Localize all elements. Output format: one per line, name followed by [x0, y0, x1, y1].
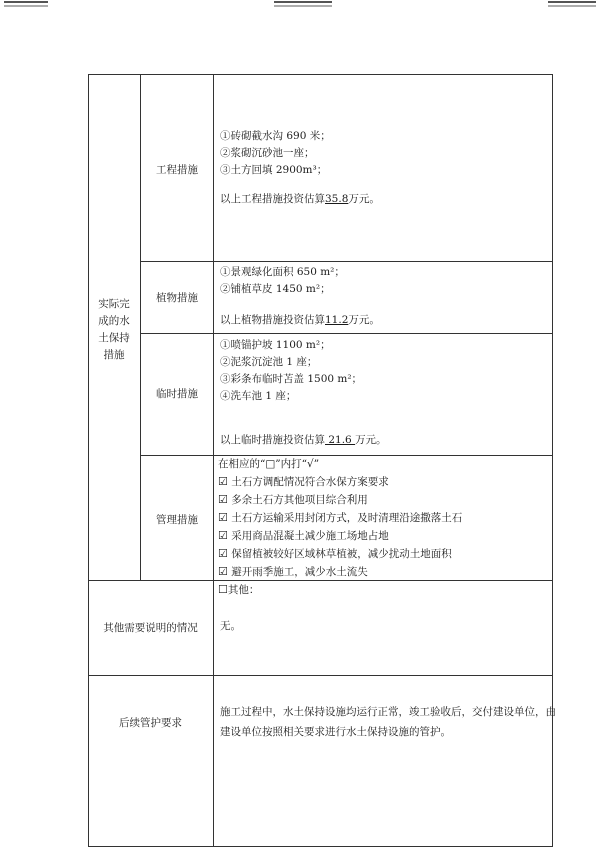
temporary-label: 临时措施: [156, 388, 198, 400]
total-value: 21.6: [325, 434, 356, 446]
checkbox-checked-icon: ☑: [218, 475, 228, 488]
divider: [88, 675, 553, 676]
maintenance-text: [220, 702, 556, 742]
scan-mark-left: [4, 0, 48, 8]
checklist-item: ☑ 避开雨季施工，减少水土流失: [218, 565, 368, 578]
checklist-item: ☐其他：: [218, 583, 260, 596]
engineering-items: [220, 128, 331, 179]
engineering-label: 工程措施: [156, 164, 198, 176]
checkbox-checked-icon: ☑: [218, 493, 228, 506]
checkbox-checked-icon: ☑: [218, 529, 228, 542]
management-checklist: [218, 473, 462, 599]
checkbox-checked-icon: ☑: [218, 547, 228, 560]
list-item: ①砖砌截水沟 690 米；: [220, 130, 331, 142]
list-item: ②铺植草皮 1450 m²；: [220, 283, 331, 295]
list-item: ②泥浆沉淀池 1 座；: [220, 356, 318, 368]
total-value: 35.8: [325, 193, 349, 205]
list-item: ②浆砌沉砂池一座；: [220, 147, 315, 159]
checkbox-empty-icon: ☐: [218, 583, 228, 596]
divider: [213, 74, 214, 847]
checklist-item: ☑ 土石方调配情况符合水保方案要求: [218, 475, 389, 488]
total-prefix: 以上植物措施投资估算: [220, 314, 325, 326]
maintenance-line: 施工过程中，水土保持设施均运行正常，竣工验收后，交付建设单位，由: [220, 706, 556, 718]
total-prefix: 以上临时措施投资估算: [220, 434, 325, 446]
other-label: 其他需要说明的情况: [103, 622, 198, 634]
maintenance-label: 后续管护要求: [119, 717, 182, 729]
list-item: ①喷锚护坡 1100 m²；: [220, 339, 331, 351]
list-item: ③土方回填 2900m³；: [220, 164, 328, 176]
divider: [140, 261, 553, 262]
divider: [140, 333, 553, 334]
list-item: ④洗车池 1 座；: [220, 390, 297, 402]
divider: [140, 74, 141, 580]
total-suffix: 万元。: [348, 314, 380, 326]
engineering-total: [220, 191, 380, 208]
scan-mark-center: [274, 0, 332, 8]
checklist-item: ☑ 采用商品混凝土减少施工场地占地: [218, 529, 389, 542]
temporary-items: [220, 337, 362, 405]
total-prefix: 以上工程措施投资估算: [220, 193, 325, 205]
other-value: 无。: [220, 620, 241, 632]
checklist-item: ☑ 多余土石方其他项目综合利用: [218, 493, 368, 506]
list-item: ①景观绿化面积 650 m²；: [220, 266, 345, 278]
checklist-item: ☑ 保留植被较好区域林草植被，减少扰动土地面积: [218, 547, 452, 560]
total-suffix: 万元。: [355, 434, 387, 446]
total-suffix: 万元。: [348, 193, 380, 205]
plant-label: 植物措施: [156, 292, 198, 304]
checklist-item: ☑ 土石方运输采用封闭方式，及时清理沿途撒落土石: [218, 511, 463, 524]
management-instruction: 在相应的“□”内打“√”: [218, 458, 320, 470]
maintenance-line: 建设单位按照相关要求进行水土保持设施的管护。: [220, 726, 451, 738]
total-value: 11.2: [325, 314, 349, 326]
plant-total: [220, 312, 380, 329]
checkbox-checked-icon: ☑: [218, 511, 228, 524]
scan-mark-right: [548, 0, 596, 8]
checkbox-checked-icon: ☑: [218, 565, 228, 578]
section-label: 实际完成的水土保持措施: [98, 298, 130, 361]
temporary-total: [220, 432, 387, 449]
management-label: 管理措施: [156, 514, 198, 526]
plant-items: [220, 264, 345, 298]
list-item: ③彩条布临时苫盖 1500 m²；: [220, 373, 363, 385]
divider: [140, 455, 553, 456]
